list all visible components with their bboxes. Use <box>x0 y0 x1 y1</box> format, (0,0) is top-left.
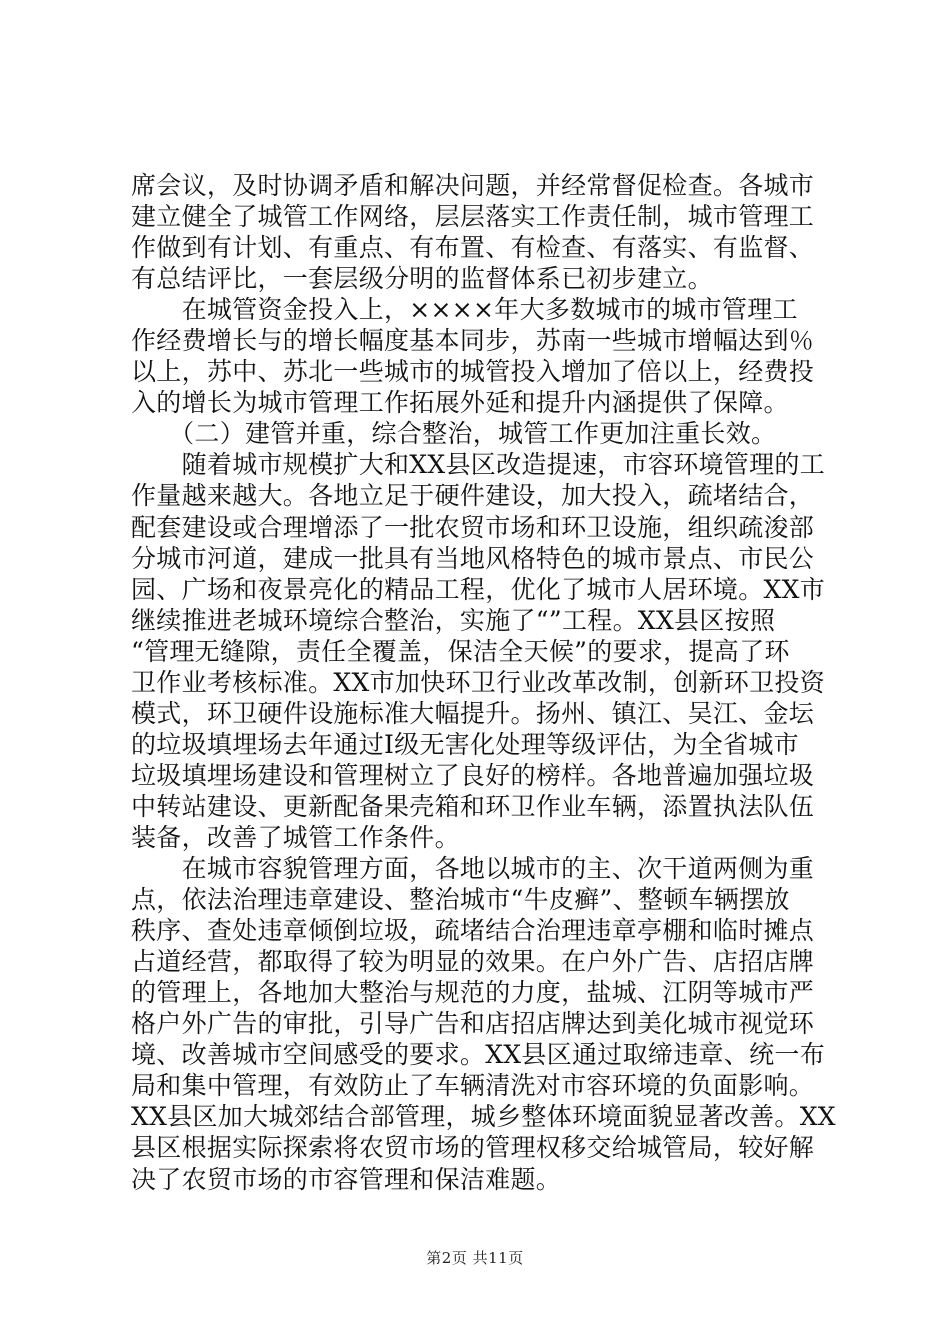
text-line: 点，依法治理违章建设、整治城市“牛皮癣”、整顿车辆摆放 <box>131 885 790 915</box>
text-line: 境、改善城市空间感受的要求。XX县区通过取缔违章、统一布 <box>131 1040 825 1070</box>
text-line: 继续推进老城环境综合整治，实施了“”工程。XX县区按照 <box>131 605 776 635</box>
text-line: 作经费增长与的增长幅度基本同步，苏南一些城市增幅达到％ <box>131 326 815 356</box>
text-line: 园、广场和夜景亮化的精品工程，优化了城市人居环境。XX市 <box>131 574 825 604</box>
text-line: 格户外广告的审批，引导广告和店招店牌达到美化城市视觉环 <box>131 1009 815 1039</box>
text-line: 分城市河道，建成一批具有当地风格特色的城市景点、市民公 <box>131 543 815 573</box>
text-line: 秩序、查处违章倾倒垃圾，疏堵结合治理违章亭棚和临时摊点 <box>131 916 815 946</box>
text-line: 随着城市规模扩大和XX县区改造提速，市容环境管理的工 <box>131 450 825 480</box>
page-footer: 第2页 共11页 <box>426 1249 524 1267</box>
text-line: 建立健全了城管工作网络，层层落实工作责任制，城市管理工 <box>131 202 815 232</box>
text-line: 在城市容貌管理方面，各地以城市的主、次干道两侧为重 <box>131 854 815 884</box>
text-line: 局和集中管理，有效防止了车辆清洗对市容环境的负面影响。 <box>131 1071 815 1101</box>
document-body <box>131 170 836 1195</box>
text-line: 垃圾填埋场建设和管理树立了良好的榜样。各地普遍加强垃圾 <box>131 760 815 790</box>
text-line: 的垃圾填埋场去年通过Ⅰ级无害化处理等级评估，为全省城市 <box>131 729 799 759</box>
text-line: 中转站建设、更新配备果壳箱和环卫作业车辆，添置执法队伍 <box>131 791 815 821</box>
text-line: 作量越来越大。各地立足于硬件建设，加大投入，疏堵结合， <box>131 481 815 511</box>
text-line: 决了农贸市场的市容管理和保洁难题。 <box>131 1164 562 1194</box>
text-line: 以上，苏中、苏北一些城市的城管投入增加了倍以上，经费投 <box>131 357 815 387</box>
text-line: XX县区加大城郊结合部管理，城乡整体环境面貌显著改善。XX <box>131 1102 836 1132</box>
text-line: 席会议，及时协调矛盾和解决问题，并经常督促检查。各城市 <box>131 171 815 200</box>
text-line: 模式，环卫硬件设施标准大幅提升。扬州、镇江、吴江、金坛 <box>131 698 815 728</box>
text-line: 卫作业考核标准。XX市加快环卫行业改革改制，创新环卫投资 <box>131 667 825 697</box>
text-line: 占道经营，都取得了较为明显的效果。在户外广告、店招店牌 <box>131 947 815 977</box>
text-line: “管理无缝隙，责任全覆盖，保洁全天候”的要求，提高了环 <box>131 636 790 666</box>
text-line: 入的增长为城市管理工作拓展外延和提升内涵提供了保障。 <box>131 388 789 418</box>
text-line: 装备，改善了城管工作条件。 <box>131 822 460 852</box>
text-line: 作做到有计划、有重点、有布置、有检查、有落实、有监督、 <box>131 233 815 263</box>
section-heading: （二）建管并重，综合整治，城管工作更加注重长效。 <box>131 419 777 449</box>
text-line: 的管理上，各地加大整治与规范的力度，盐城、江阴等城市严 <box>131 978 815 1008</box>
text-line: 配套建设或合理增添了一批农贸市场和环卫设施，组织疏浚部 <box>131 512 815 542</box>
text-line: 在城管资金投入上，××××年大多数城市的城市管理工 <box>131 295 798 325</box>
text-line: 县区根据实际探索将农贸市场的管理权移交给城管局，较好解 <box>131 1133 815 1163</box>
text-line: 有总结评比，一套层级分明的监督体系已初步建立。 <box>131 264 713 294</box>
